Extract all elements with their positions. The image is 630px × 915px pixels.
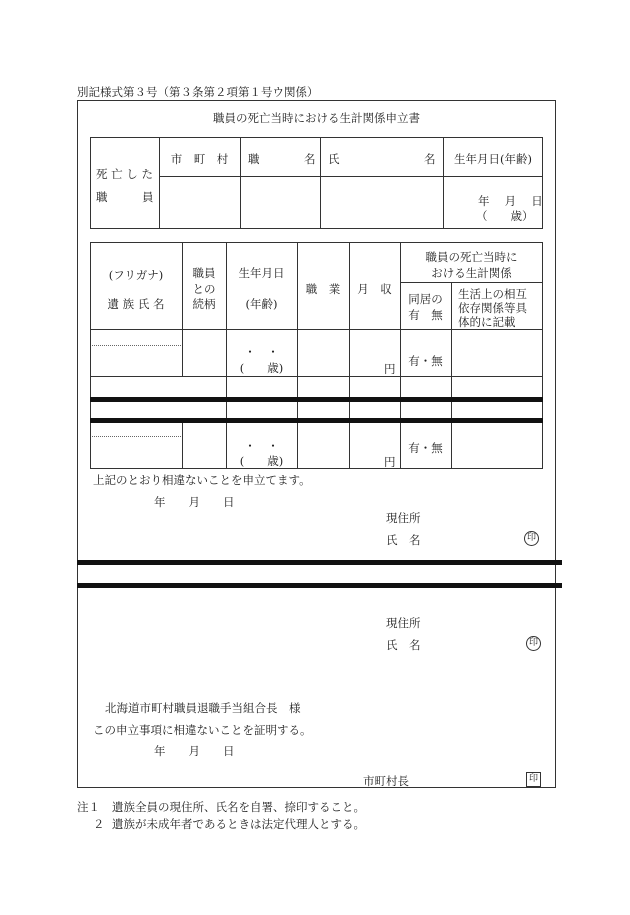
declaration-date: 年 月 日 <box>154 495 235 509</box>
h-dependency-2: 依存関係等具 <box>458 301 527 315</box>
h-name: 遺 族 氏 名 <box>107 297 165 311</box>
h-occupation: 職 業 <box>305 282 341 296</box>
row1-yen: 円 <box>384 362 396 376</box>
col-position-1: 職 <box>248 152 260 166</box>
deceased-date-format: 年 月 日 <box>478 194 543 208</box>
separator-bar <box>90 418 543 423</box>
h-dependency-3: 体的に記載 <box>458 315 516 329</box>
h-dependency-1: 生活上の相互 <box>458 287 527 301</box>
col-municipality: 市 町 村 <box>170 152 229 166</box>
h-income: 月 収 <box>357 282 392 296</box>
note-1-text: 遺族全員の現住所、氏名を自署、捺印すること。 <box>112 800 365 814</box>
note-2-num: ２ <box>93 817 105 831</box>
col-birthdate: 生年月日(年齢) <box>454 152 532 166</box>
row2-date-dots: ・ ・ <box>244 439 279 453</box>
cert-mayor-label: 市町村長 <box>363 774 409 788</box>
col-name-1: 氏 <box>328 152 340 166</box>
declaration-address-label: 現住所 <box>386 511 421 525</box>
cert-statement: この申立事項に相違ないことを証明する。 <box>93 723 312 737</box>
row1-age: ( 歳) <box>239 361 284 375</box>
col-name-2: 名 <box>424 152 436 166</box>
deceased-row-label-1: 死 亡 し た <box>96 167 153 181</box>
row2-cohabit-choice[interactable]: 有・無 <box>408 441 443 455</box>
header-note: 別記様式第３号（第３条第２項第１号ウ関係） <box>77 85 319 99</box>
declaration-statement: 上記のとおり相違ないことを申立てます。 <box>93 473 311 487</box>
h-relation-2: との <box>192 282 216 296</box>
cert-date: 年 月 日 <box>154 744 235 758</box>
h-birth-1: 生年月日 <box>238 266 285 280</box>
cert-address-label: 現住所 <box>386 616 421 630</box>
seal-icon: 印 <box>526 636 541 651</box>
h-name-kana: (フリガナ) <box>108 268 164 282</box>
deceased-age-format: （ 歳） <box>476 209 534 223</box>
h-relation-1: 職員 <box>192 266 216 280</box>
cert-addressee: 北海道市町村職員退職手当組合長 様 <box>105 701 301 715</box>
separator-bar <box>90 397 543 402</box>
section-divider <box>77 560 562 565</box>
h-relation-3: 続柄 <box>192 297 216 311</box>
row1-cohabit-choice[interactable]: 有・無 <box>408 354 443 368</box>
declaration-name-label: 氏 名 <box>386 533 421 547</box>
row2-age: ( 歳) <box>239 454 284 468</box>
section-divider <box>77 583 562 588</box>
form-title: 職員の死亡当時における生計関係申立書 <box>213 111 420 125</box>
cert-name-label: 氏 名 <box>386 638 421 652</box>
h-cohabit-2: 有 無 <box>408 308 443 322</box>
h-birth-2: (年齢) <box>245 297 278 311</box>
note-2-text: 遺族が未成年者であるときは法定代理人とする。 <box>112 817 365 831</box>
deceased-row-label-2: 職 員 <box>96 190 154 204</box>
col-position-2: 名 <box>304 152 316 166</box>
h-livelihood-1: 職員の死亡当時に <box>425 250 518 264</box>
row1-date-dots: ・ ・ <box>244 345 279 359</box>
h-livelihood-2: おける生計関係 <box>431 266 512 280</box>
seal-icon: 印 <box>524 531 539 546</box>
note-1-num: 注１ <box>77 800 100 814</box>
row2-yen: 円 <box>384 455 396 469</box>
h-cohabit-1: 同居の <box>408 292 443 306</box>
mayor-seal-icon: 印 <box>526 772 541 787</box>
